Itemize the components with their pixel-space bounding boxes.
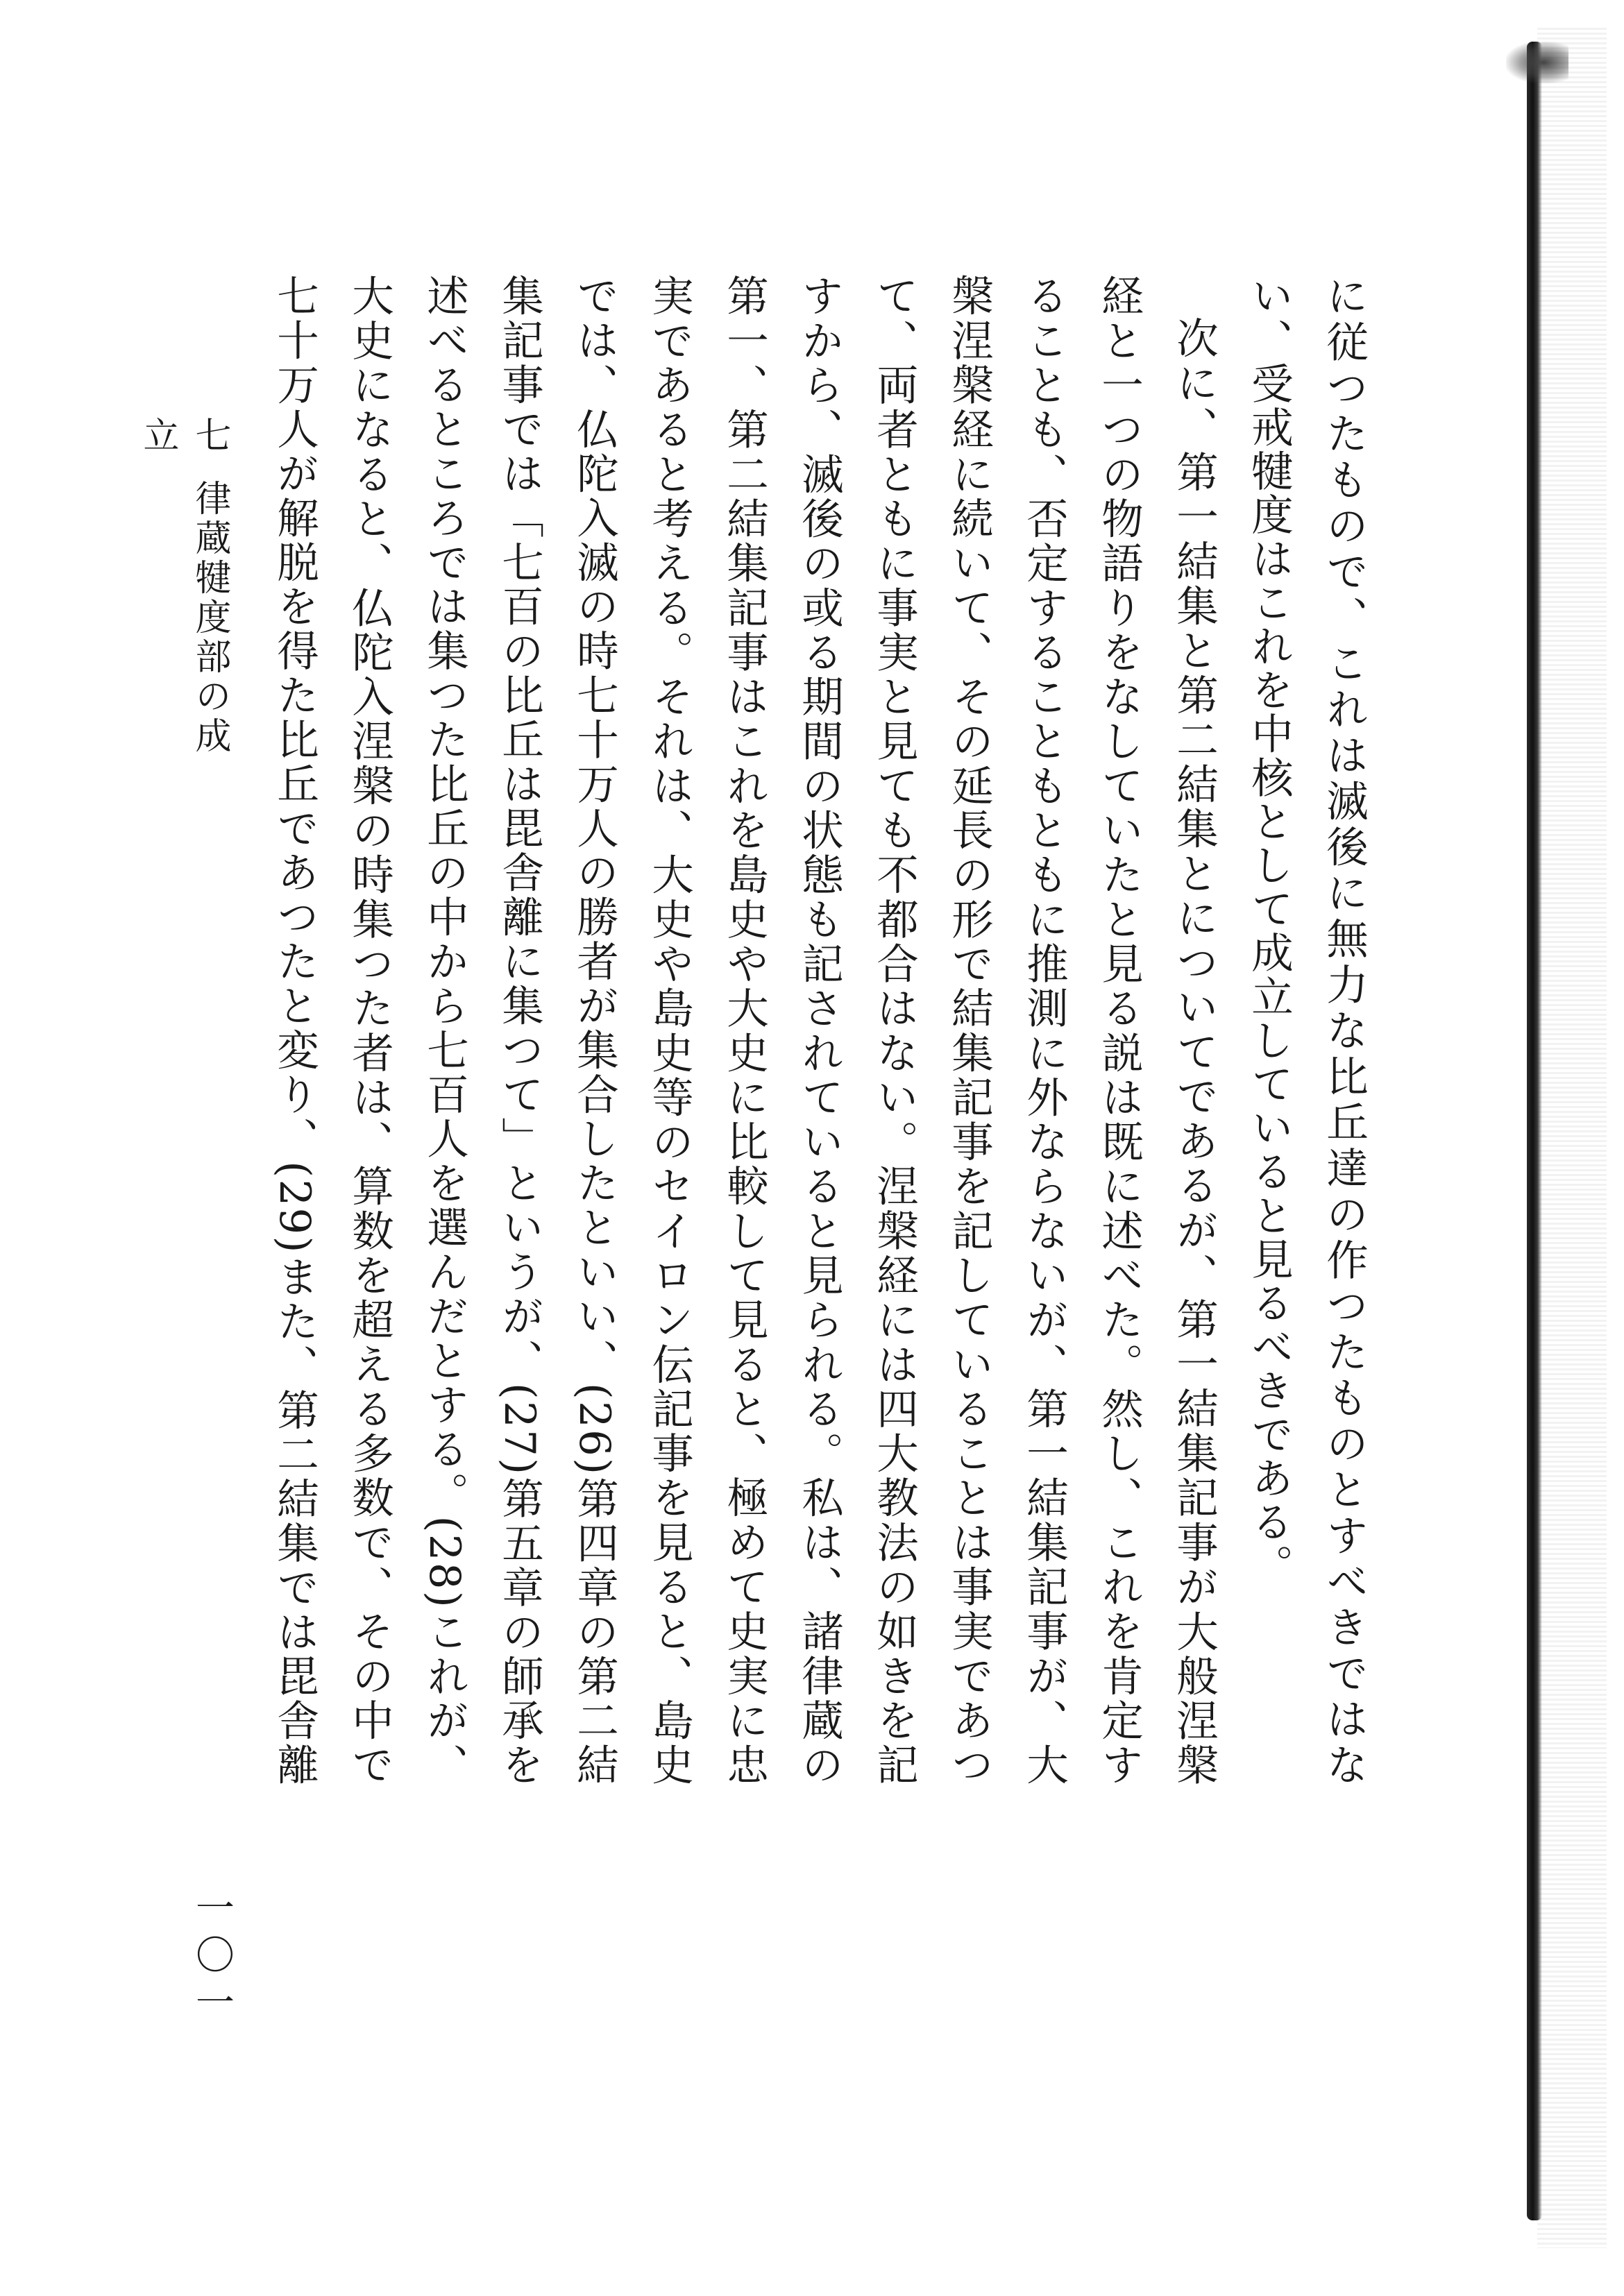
paragraph-2: 次に、第一結集と第二結集とについてであるが、第一結集記事が大般涅槃経と一つの物語りをなしていたと見る説は既に述べた。然し、これを肯定することも、否定することもともに推測に外ならないが、第一結集記事が、大槃涅槃経に続いて、その延長の形で結集記事を記していることは事実であつて、両者ともに事実と見ても不都合はない。涅槃経には四大教法の如きを記すから、滅後の或る期間の状態も記されていると見られる。私は、諸律蔵の第一、第二結集記事はこれを島史や大史に比較して見ると、極めて史実に忠実であると考える。それは、大史や島史等のセイロン伝記事を見ると、島史では、仏陀入滅の時七十万人の勝者が集合したといい、(26)第四章の第二結集記事では「七百の比丘は毘舎離に集つて」というが、(27)第五章の師承を述べるところでは集つた比丘の中から七百人を選んだとする。(28)これが、大史になると、仏陀入涅槃の時集つた者は、算数を超える多数で、その中で七十万人が解脱を得た比丘であつたと変り、(29)また、第二結集では毘舎離 (270, 274, 1218, 1787)
chapter-number: 七 (189, 416, 230, 456)
binding-edge-top (1506, 42, 1568, 83)
binding-edge (1527, 42, 1542, 2220)
body-text (243, 274, 1381, 1787)
page-number: 一〇一 (189, 1887, 235, 2029)
running-head (137, 416, 236, 763)
paragraph-1: に従つたもので、これは滅後に無力な比丘達の作つたものとすべきではない、受戒犍度はこれを中核として成立していると見るべきである。 (1244, 274, 1368, 1787)
chapter-title: 律蔵犍度部の成立 (137, 416, 230, 756)
binding-edge-haze (1537, 28, 1607, 2248)
